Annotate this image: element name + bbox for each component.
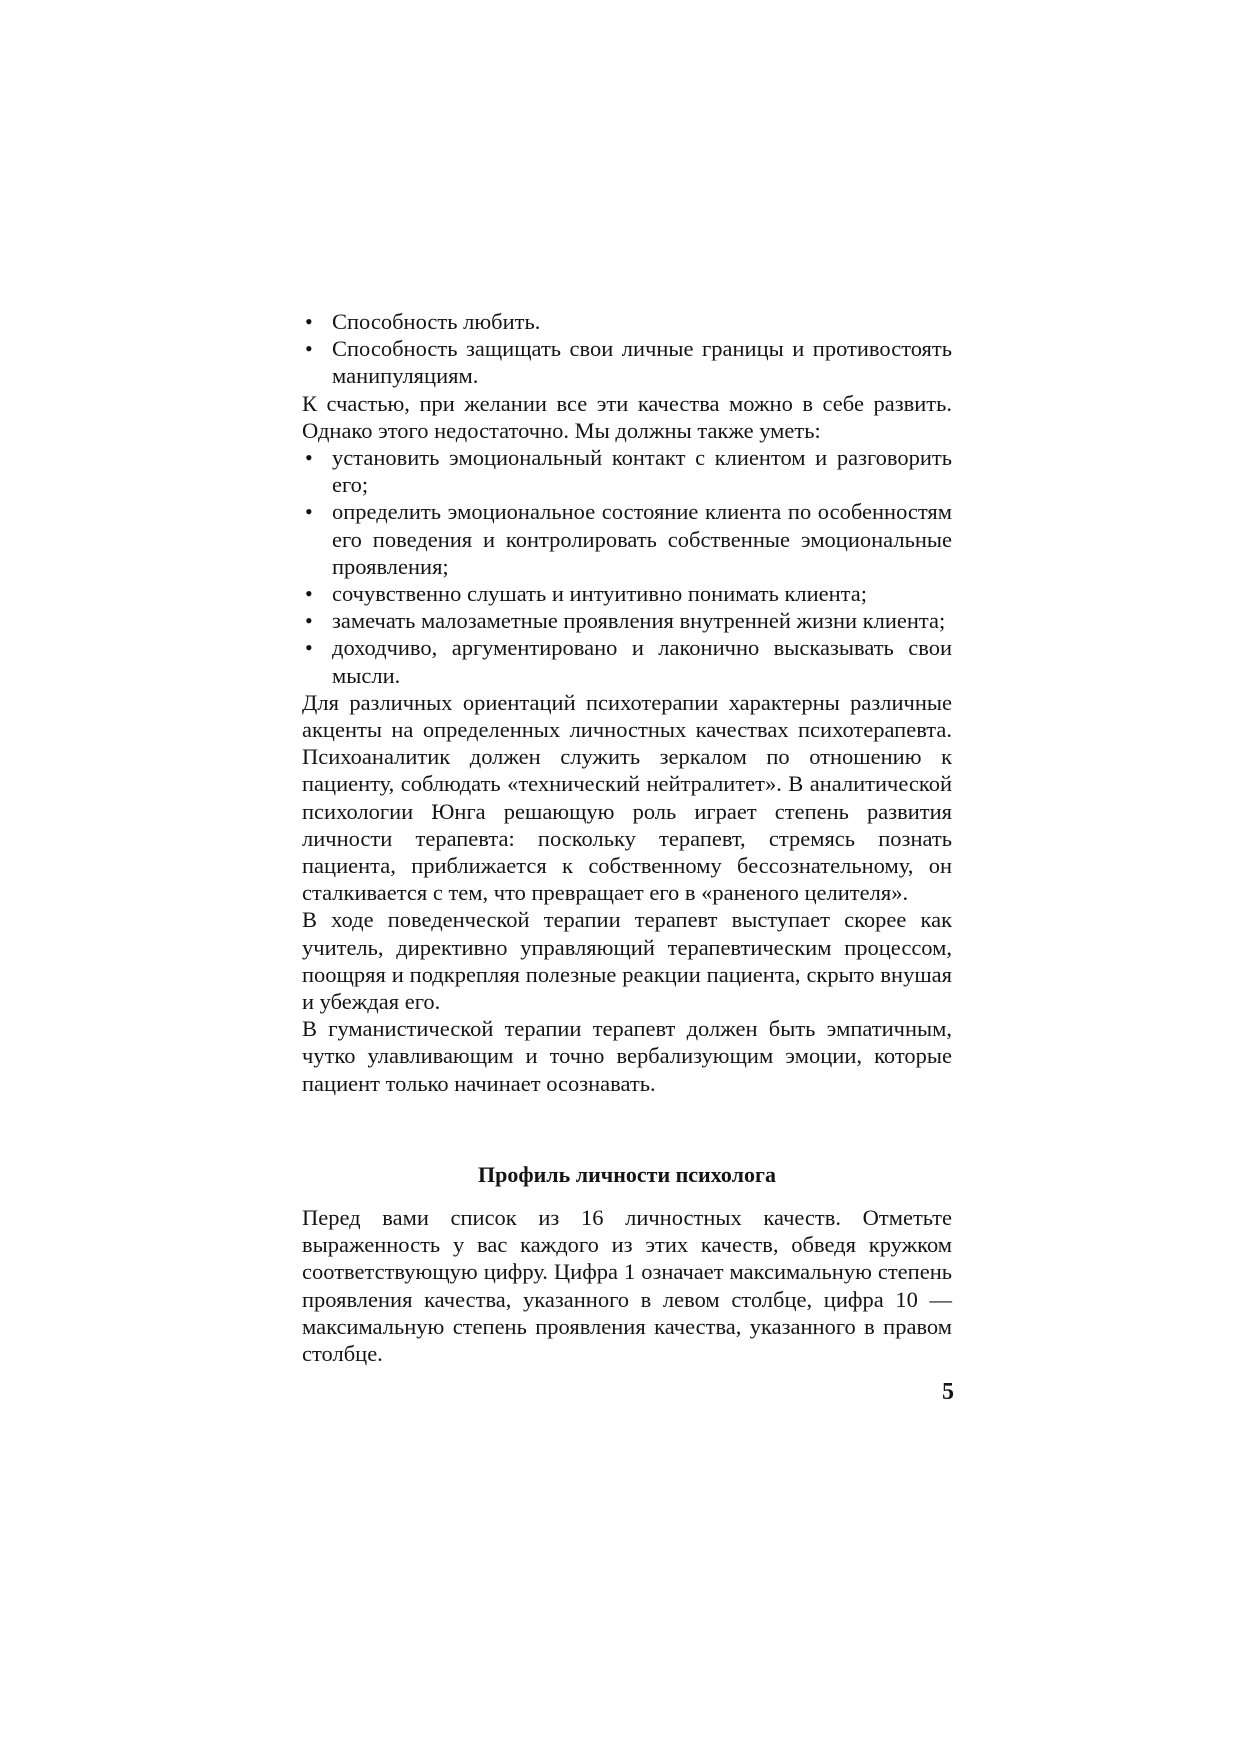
list-item: • Способность любить. [302,308,952,335]
paragraph-intro: К счастью, при желании все эти качества можно в себе развить. Однако этого недостаточно. Мы должны также уметь: [302,390,952,443]
page-number: 5 [942,1379,954,1405]
paragraph-behavioral: В ходе поведенческой терапии терапевт выступает скорее как учитель, директивно управляющий терапевтическим процессом, поощряя и подкрепляя полезные реакции пациента, скрыто внушая и убеждая его. [302,907,952,1015]
paragraph-instructions: Перед вами список из 16 личностных качеств. Отметьте выраженность у вас каждого из этих качеств, обведя кружком соответствующую цифру. Цифра 1 означает максимальную степень проявления качества, указанного в левом столбце, цифра 10 — максимальную степень проявления качества, указанного в правом столбце. [302,1205,952,1367]
paragraph-humanistic: В гуманистической терапии терапевт должен быть эмпатичным, чутко улавливающим и точно вербализующим эмоции, которые пациент только начинает осознавать. [302,1016,952,1096]
profile-instructions-block [302,1204,952,1367]
qualities-list [302,308,952,390]
list-item: • Способность защищать свои личные границы и противостоять манипуляциям. [302,335,952,389]
list-item: • установить эмоциональный контакт с клиентом и разговорить его; [302,444,952,498]
list-item: • определить эмоциональное состояние клиента по особенностям его поведения и контролировать собственные эмоциональные проявления; [302,498,952,580]
paragraph-orientations: Для различных ориентаций психотерапии характерны различные акценты на определенных личностных качествах психотерапевта. Психоаналитик должен служить зеркалом по отношению к пациенту, соблюдать «технический нейтралитет». В аналитической психологии Юнга решающую роль играет степень развития личности терапевта: поскольку терапевт, стремясь познать пациента, приближается к собственному бессознательному, он сталкивается с тем, что превращает его в «раненого целителя». [302,689,952,906]
list-item: • замечать малозаметные проявления внутренней жизни клиента; [302,607,952,634]
main-text-block [302,308,952,1097]
list-item: • сочувственно слушать и интуитивно понимать клиента; [302,580,952,607]
section-heading: Профиль личности психолога [478,1162,776,1187]
skills-list [302,444,952,689]
list-item: • доходчиво, аргументировано и лаконично высказывать свои мысли. [302,634,952,688]
